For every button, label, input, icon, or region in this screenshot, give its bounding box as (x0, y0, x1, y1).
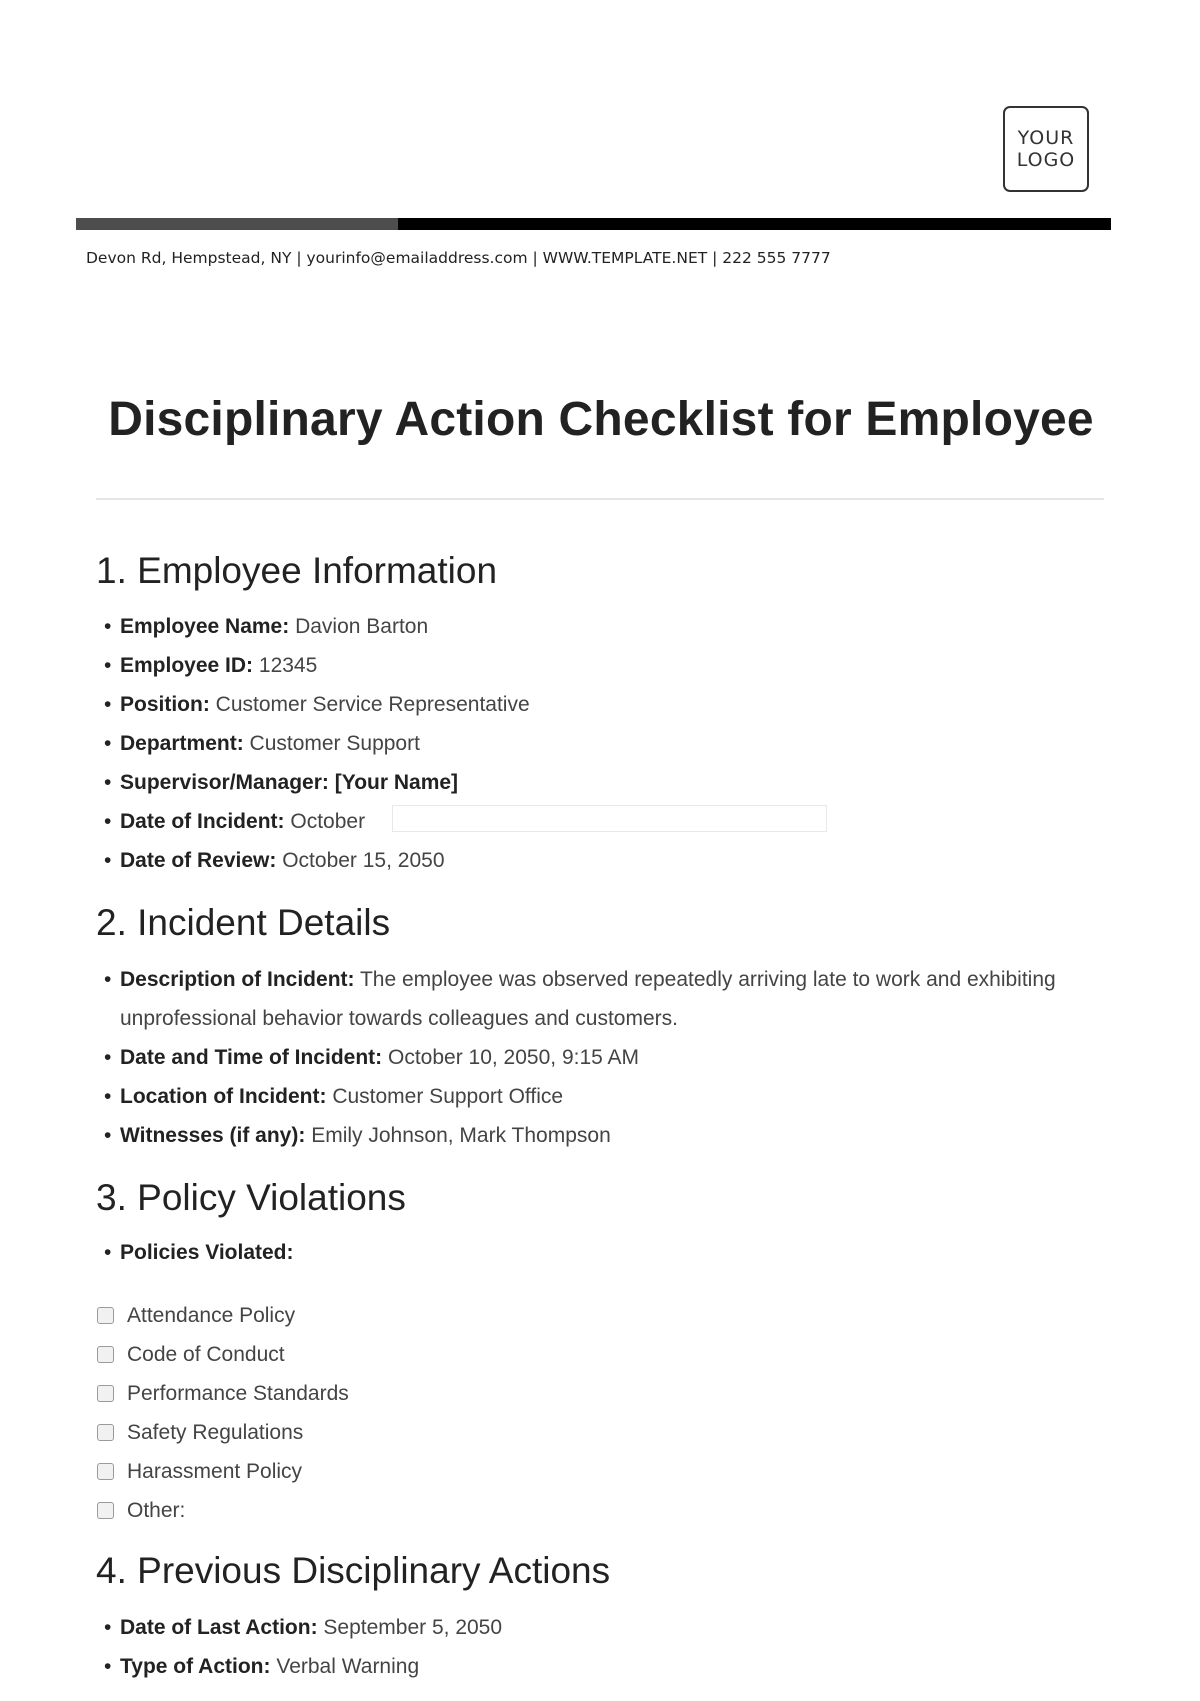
field-value: October 10, 2050, 9:15 AM (388, 1046, 639, 1069)
title-divider (96, 498, 1104, 500)
checklist-label: Harassment Policy (127, 1459, 303, 1483)
company-logo (1003, 106, 1089, 192)
contact-info: Devon Rd, Hempstead, NY | yourinfo@emailaddress.com | WWW.TEMPLATE.NET | 222 555 7777 (86, 249, 831, 267)
field-label: Supervisor/Manager: (120, 771, 329, 794)
logo-text-line2: LOGO (1016, 149, 1076, 171)
list-item-department (96, 724, 1106, 763)
list-item-employee-id (96, 646, 1106, 685)
list-item-date-of-last-action (96, 1608, 1106, 1647)
checklist-item-safety[interactable] (96, 1413, 1106, 1452)
list-item-type-of-action (96, 1647, 1106, 1686)
checklist-item-harassment[interactable] (96, 1452, 1106, 1491)
logo-text-line1: YOUR (1017, 127, 1075, 149)
section-heading-policy-violations: 3. Policy Violations (96, 1177, 406, 1218)
header-divider-bar (76, 218, 1111, 230)
incident-details-list (96, 960, 1106, 1155)
field-label: Department: (120, 732, 244, 755)
field-label: Employee ID: (120, 654, 254, 677)
text-overlay-box (392, 805, 827, 832)
list-item-witnesses (96, 1116, 1106, 1155)
field-value: Customer Support Office (332, 1085, 564, 1108)
section-heading-incident-details: 2. Incident Details (96, 902, 391, 943)
checkbox[interactable] (97, 1502, 114, 1519)
field-label: Position: (120, 693, 210, 716)
page-title: Disciplinary Action Checklist for Employee (108, 393, 1094, 446)
checklist-label: Safety Regulations (127, 1420, 304, 1444)
checkbox[interactable] (97, 1463, 114, 1480)
field-value: Customer Service Representative (215, 693, 530, 716)
document-body (96, 548, 1106, 1686)
checkbox[interactable] (97, 1307, 114, 1324)
policy-violations-list (96, 1233, 1106, 1272)
field-label: Date and Time of Incident: (120, 1046, 383, 1069)
list-item-policies-violated (96, 1233, 1106, 1272)
field-value: Davion Barton (295, 615, 429, 638)
checklist-item-code-of-conduct[interactable] (96, 1335, 1106, 1374)
checklist-item-performance[interactable] (96, 1374, 1106, 1413)
field-value: Verbal Warning (276, 1655, 420, 1678)
header-bar-black-segment (398, 218, 1111, 230)
policy-checklist (96, 1296, 1106, 1530)
checklist-label: Code of Conduct (127, 1342, 285, 1366)
field-label: Description of Incident: (120, 968, 355, 991)
checklist-item-attendance[interactable] (96, 1296, 1106, 1335)
field-label: Witnesses (if any): (120, 1124, 306, 1147)
checkbox[interactable] (97, 1346, 114, 1363)
field-value: October 15, 2050 (282, 849, 445, 872)
list-item-supervisor (96, 763, 1106, 802)
field-label: Location of Incident: (120, 1085, 327, 1108)
checklist-item-other[interactable] (96, 1491, 1106, 1530)
list-item-date-time (96, 1038, 1106, 1077)
field-value: 12345 (258, 654, 318, 677)
field-label: Date of Last Action: (120, 1616, 318, 1639)
checklist-label: Attendance Policy (127, 1303, 296, 1327)
list-item-date-of-review (96, 841, 1106, 880)
section-heading-previous-actions: 4. Previous Disciplinary Actions (96, 1550, 611, 1591)
list-item-employee-name (96, 607, 1106, 646)
field-label: Date of Incident: (120, 810, 285, 833)
list-item-position (96, 685, 1106, 724)
field-value: Emily Johnson, Mark Thompson (311, 1124, 611, 1147)
field-label: Type of Action: (120, 1655, 271, 1678)
previous-actions-list (96, 1608, 1106, 1686)
field-value: September 5, 2050 (323, 1616, 503, 1639)
checklist-label: Performance Standards (127, 1381, 349, 1405)
field-value: The employee was observed repeatedly arriving late to work and exhibiting unprofessional behavior towards colleagues and customers. (120, 968, 1056, 1030)
field-label: Employee Name: (120, 615, 290, 638)
checkbox[interactable] (97, 1385, 114, 1402)
list-item-description (96, 960, 1106, 1038)
checkbox[interactable] (97, 1424, 114, 1441)
field-label: Date of Review: (120, 849, 277, 872)
header-bar-gray-segment (76, 218, 398, 230)
section-heading-employee-information: 1. Employee Information (96, 550, 498, 591)
field-value: Customer Support (249, 732, 420, 755)
employee-information-list (96, 607, 1106, 880)
list-item-location (96, 1077, 1106, 1116)
field-value: [Your Name] (334, 771, 459, 794)
field-label: Policies Violated: (120, 1241, 294, 1264)
field-value: October (290, 810, 366, 833)
checklist-label: Other: (127, 1498, 186, 1522)
